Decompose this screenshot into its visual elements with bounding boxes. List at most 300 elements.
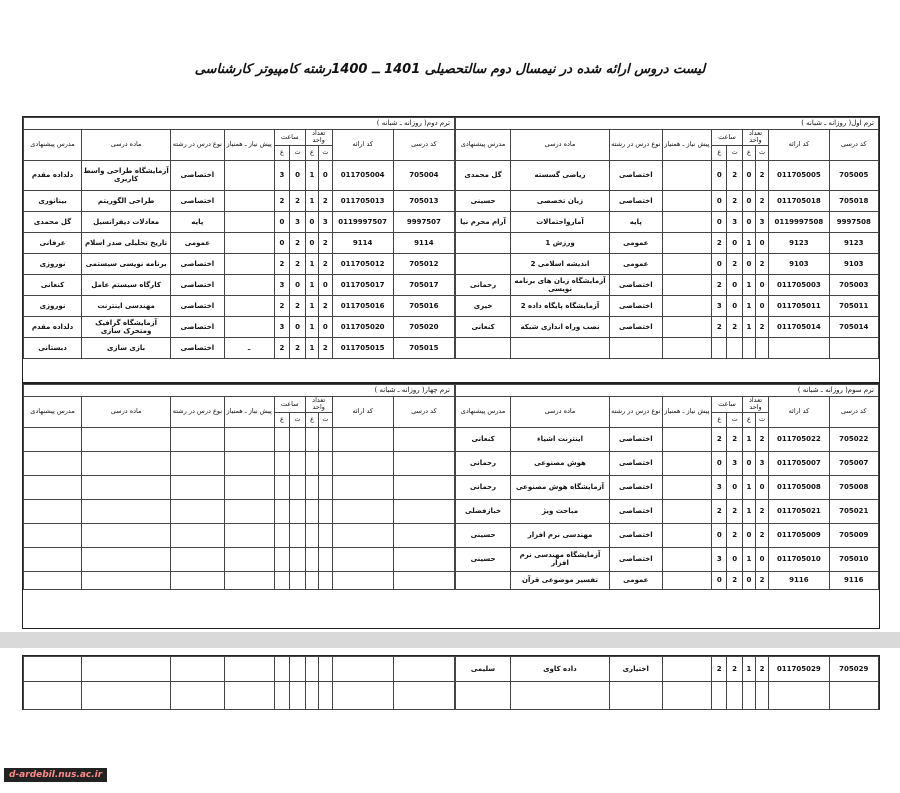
cell-u1: [756, 337, 769, 358]
cell-code: 705012: [393, 253, 454, 274]
cell-course: طراحی الگوریتم: [82, 190, 171, 211]
header-prereq: پیش نیاز ـ همنیاز: [662, 397, 711, 428]
cell-teacher: گل محمدی: [456, 160, 511, 190]
cell-type: اختصاصی: [609, 190, 662, 211]
semester3-row: [456, 547, 879, 571]
cell-empty: [393, 475, 454, 499]
cell-code: 705005: [829, 160, 878, 190]
cell-pre: [662, 253, 711, 274]
cell-type: اختصاصی: [609, 499, 662, 523]
cell-empty: [393, 657, 454, 682]
subheader-practical: ع: [712, 412, 727, 427]
cell-empty: [224, 523, 274, 547]
cell-u1: 0: [319, 274, 332, 295]
bottom-block: [22, 655, 880, 710]
cell-pre: [224, 190, 274, 211]
cell-course: داده کاوی: [511, 657, 610, 682]
cell-offer: 011705022: [769, 427, 829, 451]
semester4-empty-row: [24, 571, 455, 589]
cell-u2: 1: [305, 274, 318, 295]
cell-empty: [742, 682, 755, 710]
cell-offer: 9116: [769, 571, 829, 589]
cell-code: 705018: [829, 190, 878, 211]
cell-code: 705020: [393, 316, 454, 337]
subheader-theory: ت: [756, 412, 769, 427]
cell-code: 705016: [393, 295, 454, 316]
cell-empty: [769, 682, 829, 710]
cell-empty: [393, 427, 454, 451]
cell-code: 705007: [829, 451, 878, 475]
page-break-band: [0, 632, 900, 648]
cell-u2: 0: [742, 190, 755, 211]
bottom-left-empty-row: [24, 682, 455, 710]
cell-empty: [171, 571, 224, 589]
cell-teacher: نوروزی: [24, 295, 82, 316]
cell-pre: [224, 232, 274, 253]
cell-h1: 0: [727, 547, 742, 571]
cell-empty: [274, 523, 290, 547]
cell-empty: [224, 571, 274, 589]
cell-type: اختصاصی: [609, 274, 662, 295]
header-code: کد درسی: [393, 397, 454, 428]
cell-offer: 9103: [769, 253, 829, 274]
cell-u2: [742, 337, 755, 358]
cell-empty: [274, 427, 290, 451]
semester2-panel: [23, 117, 455, 359]
cell-u2: 1: [742, 657, 755, 682]
cell-type: اختیاری: [609, 657, 662, 682]
cell-empty: [171, 427, 224, 451]
middle-block: [22, 383, 880, 629]
cell-course: برنامه نویسی سیستمی: [82, 253, 171, 274]
cell-empty: [24, 682, 82, 710]
cell-code: 705014: [829, 316, 878, 337]
cell-u2: 1: [305, 316, 318, 337]
cell-offer: 011705013: [332, 190, 393, 211]
cell-code: 705008: [829, 475, 878, 499]
semester1-title: ترم اول( روزانه ـ شبانه ): [456, 118, 879, 130]
cell-course: آزمایشگاه هوش مصنوعی: [511, 475, 610, 499]
cell-code: 9997508: [829, 211, 878, 232]
cell-u1: 0: [756, 232, 769, 253]
semester2-row: [24, 295, 455, 316]
cell-empty: [274, 451, 290, 475]
header-prereq: پیش نیاز ـ همنیاز: [224, 397, 274, 428]
subheader-theory: ت: [756, 145, 769, 160]
cell-u2: 1: [742, 232, 755, 253]
cell-course: زبان تخصصی: [511, 190, 610, 211]
header-course: ماده درسی: [82, 130, 171, 161]
cell-offer: 011705009: [769, 523, 829, 547]
cell-course: اندیشه اسلامی 2: [511, 253, 610, 274]
cell-type: اختصاصی: [171, 190, 224, 211]
cell-empty: [319, 427, 332, 451]
cell-code: 705010: [829, 547, 878, 571]
cell-course: مباحث ویژ: [511, 499, 610, 523]
cell-h2: 2: [274, 190, 290, 211]
semester1-row: [456, 211, 879, 232]
cell-type: عمومی: [171, 232, 224, 253]
semester2-row: [24, 211, 455, 232]
semester1-row: [456, 190, 879, 211]
cell-empty: [332, 571, 393, 589]
bottom-right-table: [455, 656, 879, 710]
cell-teacher: [456, 232, 511, 253]
cell-h2: 2: [274, 295, 290, 316]
header-units: تعداد واحد: [305, 397, 332, 413]
cell-h2: 3: [712, 475, 727, 499]
cell-pre: [224, 160, 274, 190]
cell-u1: 2: [756, 499, 769, 523]
cell-empty: [171, 657, 224, 682]
cell-teacher: خبازفضلی: [456, 499, 511, 523]
cell-u2: 1: [742, 499, 755, 523]
semester3-row: [456, 475, 879, 499]
cell-h1: 2: [727, 253, 742, 274]
cell-offer: 011705008: [769, 475, 829, 499]
semester1-row: [456, 337, 879, 358]
cell-type: اختصاصی: [609, 316, 662, 337]
semester1-row: [456, 295, 879, 316]
cell-h2: [712, 337, 727, 358]
cell-teacher: عرفانی: [24, 232, 82, 253]
cell-empty: [319, 657, 332, 682]
cell-empty: [332, 657, 393, 682]
cell-h2: 3: [274, 160, 290, 190]
subheader-practical: ع: [742, 412, 755, 427]
cell-empty: [332, 682, 393, 710]
semester2-row: [24, 316, 455, 337]
semester4-empty-row: [24, 427, 455, 451]
cell-empty: [82, 427, 171, 451]
cell-h1: 2: [727, 499, 742, 523]
cell-offer: 9123: [769, 232, 829, 253]
cell-empty: [274, 547, 290, 571]
cell-pre: [662, 190, 711, 211]
cell-teacher: حسینی: [456, 547, 511, 571]
header-course: ماده درسی: [511, 130, 610, 161]
cell-empty: [290, 451, 306, 475]
semester4-empty-row: [24, 451, 455, 475]
cell-u2: 1: [305, 337, 318, 358]
cell-u1: 2: [319, 253, 332, 274]
cell-code: 705021: [829, 499, 878, 523]
cell-empty: [81, 682, 170, 710]
cell-u2: 0: [305, 211, 318, 232]
cell-u2: 0: [742, 211, 755, 232]
cell-h2: 3: [274, 316, 290, 337]
cell-u2: 0: [742, 451, 755, 475]
semester4-panel: [23, 384, 455, 590]
cell-offer: 011705021: [769, 499, 829, 523]
cell-empty: [305, 523, 318, 547]
cell-course: بازی سازی: [82, 337, 171, 358]
semester1-row: [456, 253, 879, 274]
cell-offer: 011705018: [769, 190, 829, 211]
cell-teacher: رحمانی: [456, 274, 511, 295]
cell-teacher: [456, 337, 511, 358]
bottom-row: [456, 657, 879, 682]
cell-empty: [712, 682, 727, 710]
cell-empty: [332, 427, 393, 451]
cell-pre: [662, 451, 711, 475]
cell-empty: [319, 451, 332, 475]
cell-offer: 011705005: [769, 160, 829, 190]
cell-teacher: آرام محرم نیا: [456, 211, 511, 232]
cell-h1: 2: [290, 295, 306, 316]
cell-pre: [224, 295, 274, 316]
cell-empty: [224, 499, 274, 523]
cell-empty: [24, 499, 82, 523]
cell-h1: 3: [290, 211, 306, 232]
cell-offer: 0119997507: [332, 211, 393, 232]
cell-u1: 2: [755, 657, 768, 682]
semester1-header-row: [456, 130, 879, 146]
semester1-row: [456, 274, 879, 295]
cell-offer: [769, 337, 829, 358]
cell-u1: 2: [756, 427, 769, 451]
cell-h1: 2: [727, 427, 742, 451]
cell-empty: [305, 547, 318, 571]
cell-empty: [24, 427, 82, 451]
semester3-table: [455, 384, 879, 590]
cell-empty: [224, 451, 274, 475]
cell-h1: 0: [727, 295, 742, 316]
cell-offer: 011705014: [769, 316, 829, 337]
cell-empty: [24, 475, 82, 499]
cell-u2: 1: [742, 274, 755, 295]
cell-h2: 2: [712, 274, 727, 295]
cell-h2: 2: [712, 316, 727, 337]
semester3-row: [456, 499, 879, 523]
semester3-title-row: [456, 385, 879, 397]
header-hours: ساعت: [712, 397, 743, 413]
subheader-theory: ت: [319, 145, 332, 160]
semester2-title: ترم دوم( روزانه ـ شبانه ): [24, 118, 455, 130]
cell-u1: 2: [756, 523, 769, 547]
cell-u2: 1: [742, 427, 755, 451]
cell-u2: 0: [742, 253, 755, 274]
subheader-practical: ع: [712, 145, 727, 160]
cell-pre: [662, 427, 711, 451]
semester4-title: ترم چهار( روزانه ـ شبانه ): [24, 385, 455, 397]
cell-pre: [662, 547, 711, 571]
cell-course: ریاضی گسسته: [511, 160, 610, 190]
cell-code: 9114: [393, 232, 454, 253]
semester4-empty-row: [24, 499, 455, 523]
cell-empty: [82, 451, 171, 475]
cell-empty: [456, 682, 511, 710]
cell-empty: [24, 451, 82, 475]
cell-teacher: حسینی: [456, 190, 511, 211]
cell-teacher: دلداده مقدم: [24, 160, 82, 190]
cell-code: 705029: [829, 657, 878, 682]
cell-teacher: نوروزی: [24, 253, 82, 274]
cell-u2: 0: [305, 232, 318, 253]
cell-pre: ـ: [224, 337, 274, 358]
cell-code: 705013: [393, 190, 454, 211]
cell-course: اینترنت اشیاء: [511, 427, 610, 451]
cell-empty: [290, 571, 306, 589]
cell-offer: 011705012: [332, 253, 393, 274]
subheader-practical: ع: [274, 412, 290, 427]
cell-empty: [24, 657, 82, 682]
cell-h2: 0: [274, 232, 290, 253]
header-type: نوع درس در رشته: [609, 397, 662, 428]
cell-teacher: [456, 571, 511, 589]
site-watermark: d-ardebil.nus.ac.ir: [4, 768, 107, 782]
cell-empty: [81, 657, 170, 682]
cell-empty: [224, 682, 274, 710]
header-teacher: مدرس پیشنهادی: [456, 130, 511, 161]
cell-type: عمومی: [609, 253, 662, 274]
cell-empty: [171, 523, 224, 547]
cell-h1: 0: [727, 274, 742, 295]
cell-empty: [332, 499, 393, 523]
cell-teacher: سلیمی: [456, 657, 511, 682]
cell-u2: 1: [742, 295, 755, 316]
semester3-header-row: [456, 397, 879, 413]
cell-code: 705009: [829, 523, 878, 547]
cell-empty: [224, 475, 274, 499]
cell-empty: [24, 571, 82, 589]
cell-empty: [319, 682, 332, 710]
cell-h2: 0: [274, 211, 290, 232]
cell-empty: [290, 547, 306, 571]
semester3-title: ترم سوم( روزانه ـ شبانه ): [456, 385, 879, 397]
cell-type: اختصاصی: [609, 427, 662, 451]
cell-offer: 011705011: [769, 295, 829, 316]
cell-empty: [393, 499, 454, 523]
cell-pre: [662, 499, 711, 523]
cell-h2: 3: [274, 274, 290, 295]
cell-pre: [224, 274, 274, 295]
subheader-theory: ت: [290, 412, 306, 427]
cell-u1: 3: [756, 451, 769, 475]
cell-empty: [829, 682, 878, 710]
cell-u1: 3: [756, 211, 769, 232]
semester1-table: [455, 117, 879, 359]
cell-u1: 2: [756, 253, 769, 274]
cell-type: اختصاصی: [171, 160, 224, 190]
cell-teacher: خیری: [456, 295, 511, 316]
semester3-row: [456, 571, 879, 589]
cell-teacher: رحمانی: [456, 451, 511, 475]
cell-empty: [662, 682, 711, 710]
cell-h1: 0: [290, 274, 306, 295]
cell-type: اختصاصی: [171, 274, 224, 295]
cell-h2: 3: [712, 295, 727, 316]
cell-empty: [274, 499, 290, 523]
cell-u1: 2: [319, 337, 332, 358]
cell-offer: 011705020: [332, 316, 393, 337]
header-code: کد درسی: [393, 130, 454, 161]
cell-u2: 1: [305, 160, 318, 190]
cell-course: ورزش 1: [511, 232, 610, 253]
header-offer-code: کد ارائه: [769, 130, 829, 161]
subheader-practical: ع: [274, 145, 290, 160]
cell-h2: 0: [712, 253, 727, 274]
cell-h2: 0: [712, 160, 727, 190]
cell-empty: [305, 682, 318, 710]
cell-code: 705004: [393, 160, 454, 190]
header-teacher: مدرس پیشنهادی: [456, 397, 511, 428]
cell-teacher: دبستانی: [24, 337, 82, 358]
cell-h1: 2: [290, 337, 306, 358]
cell-offer: 011705016: [332, 295, 393, 316]
cell-pre: [662, 571, 711, 589]
cell-h2: 3: [712, 547, 727, 571]
cell-h1: 2: [290, 190, 306, 211]
cell-code: 9116: [829, 571, 878, 589]
cell-h1: 2: [727, 523, 742, 547]
cell-course: آزمایشگاه گرافیک ومتحرک سازی: [82, 316, 171, 337]
cell-code: 705022: [829, 427, 878, 451]
header-units: تعداد واحد: [305, 130, 332, 146]
cell-h2: 2: [274, 253, 290, 274]
cell-empty: [393, 547, 454, 571]
cell-empty: [224, 547, 274, 571]
cell-type: اختصاصی: [171, 295, 224, 316]
semester2-row: [24, 253, 455, 274]
cell-empty: [755, 682, 768, 710]
cell-type: عمومی: [609, 571, 662, 589]
semester1-row: [456, 232, 879, 253]
cell-empty: [393, 571, 454, 589]
semester2-header-row: [24, 130, 455, 146]
cell-h1: 3: [727, 451, 742, 475]
cell-u1: 3: [319, 211, 332, 232]
page-title: لیست دروس ارائه شده در نیمسال دوم سالتحصیلی 1401 ــ 1400رشته کامپیوتر کارشناسی: [194, 62, 706, 77]
cell-empty: [82, 547, 171, 571]
cell-teacher: رحمانی: [456, 475, 511, 499]
cell-code: 9103: [829, 253, 878, 274]
header-type: نوع درس در رشته: [609, 130, 662, 161]
semester2-row: [24, 160, 455, 190]
cell-empty: [290, 475, 306, 499]
semester4-table: [23, 384, 455, 590]
cell-offer: 011705029: [769, 657, 829, 682]
header-offer-code: کد ارائه: [769, 397, 829, 428]
cell-type: اختصاصی: [171, 253, 224, 274]
semester1-row: [456, 316, 879, 337]
cell-u1: 2: [756, 190, 769, 211]
bottom-left-table: [23, 656, 455, 710]
semester2-row: [24, 232, 455, 253]
subheader-theory: ت: [319, 412, 332, 427]
cell-code: 705017: [393, 274, 454, 295]
cell-h1: 2: [290, 232, 306, 253]
cell-empty: [24, 523, 82, 547]
cell-empty: [609, 682, 662, 710]
semester4-title-row: [24, 385, 455, 397]
cell-pre: [662, 160, 711, 190]
cell-course: نصب وراه اندازی شبکه: [511, 316, 610, 337]
cell-h2: 0: [712, 211, 727, 232]
header-course: ماده درسی: [82, 397, 171, 428]
cell-u2: 1: [742, 316, 755, 337]
semester3-panel: [455, 384, 879, 590]
cell-u2: 0: [742, 160, 755, 190]
cell-code: 705003: [829, 274, 878, 295]
cell-empty: [332, 451, 393, 475]
semester4-empty-row: [24, 523, 455, 547]
cell-empty: [290, 499, 306, 523]
cell-teacher: [456, 253, 511, 274]
header-course: ماده درسی: [511, 397, 610, 428]
cell-offer: 011705007: [769, 451, 829, 475]
cell-u1: 0: [319, 316, 332, 337]
